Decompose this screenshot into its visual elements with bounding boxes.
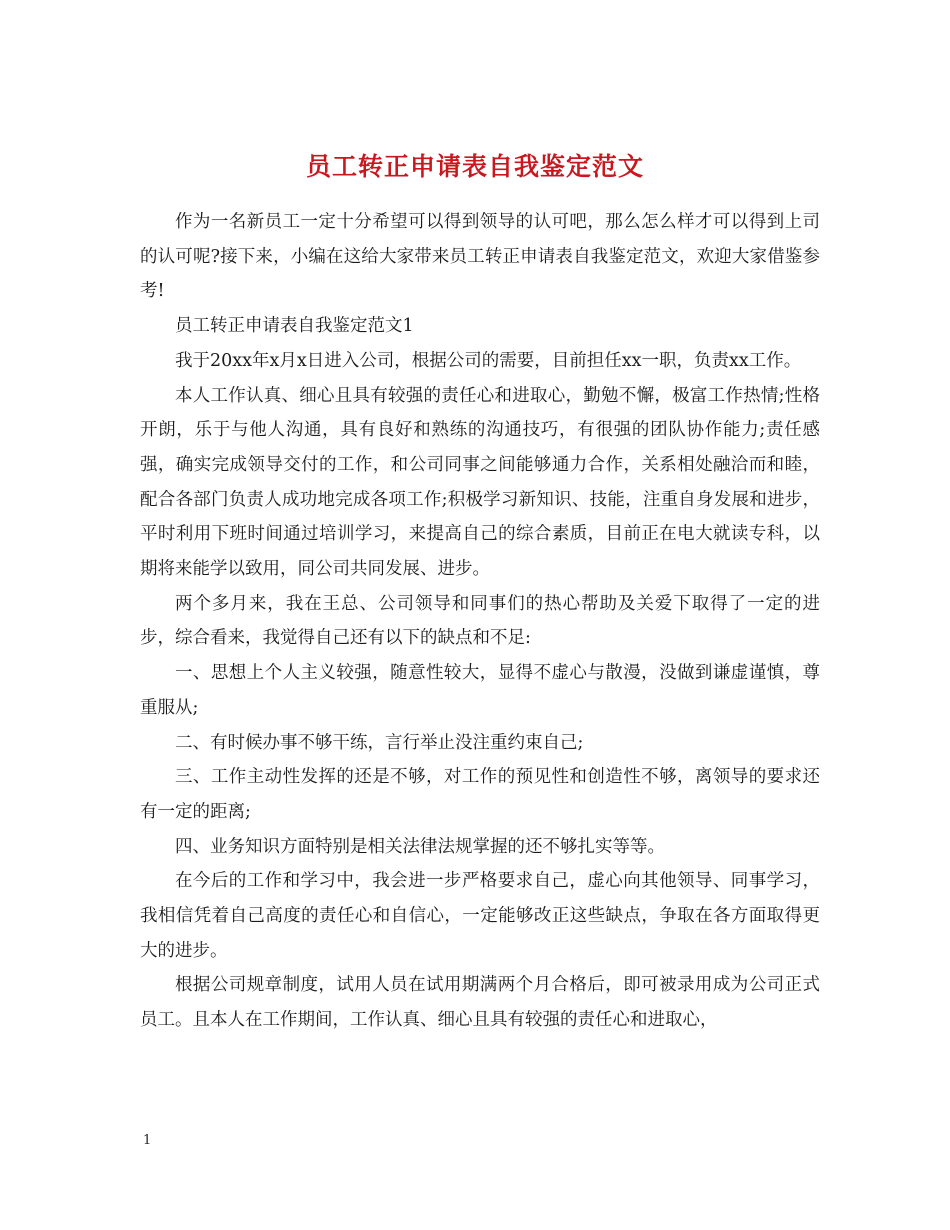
page-number: 1: [143, 1133, 152, 1148]
paragraph-shortcoming-2: 二、有时候办事不够干练，言行举止没注重约束自己;: [175, 732, 584, 753]
paragraph-start-date: 我于20xx年x月x日进入公司，根据公司的需要，目前担任xx一职，负责xx工作。: [175, 350, 802, 371]
paragraph-regulations: 根据公司规章制度，试用人员在试用期满两个月合格后，即可被录用成为公司正式员工。且本人在工作期间，工作认真、细心且具有较强的责任心和进取心，: [140, 975, 820, 1031]
paragraph-future-plan: 在今后的工作和学习中，我会进一步严格要求自己，虚心向其他领导、同事学习，我相信凭着自己高度的责任心和自信心，一定能够改正这些缺点，争取在各方面取得更大的进步。: [140, 871, 820, 961]
paragraph-shortcoming-3: 三、工作主动性发挥的还是不够，对工作的预见性和创造性不够，离领导的要求还有一定的距离;: [140, 767, 820, 822]
paragraph-intro: 作为一名新员工一定十分希望可以得到领导的认可吧，那么怎么样才可以得到上司的认可呢?接下来，小编在这给大家带来员工转正申请表自我鉴定范文，欢迎大家借鉴参考!: [140, 212, 820, 302]
paragraph-strengths: 本人工作认真、细心且具有较强的责任心和进取心，勤勉不懈，极富工作热情;性格开朗，乐于与他人沟通，具有良好和熟练的沟通技巧，有很强的团队协作能力;责任感强，确实完成领导交付的工作，和公司同事之间能够通力合作，关系相处融洽而和睦，配合各部门负责人成功地完成各项工作;积极学习新知识、技能，注重自身发展和进步，平时利用下班时间通过培训学习，来提高自己的综合素质，目前正在电大就读专科，以期将来能学以致用，同公司共同发展、进步。: [140, 385, 820, 580]
paragraph-shortcoming-1: 一、思想上个人主义较强，随意性较大，显得不虚心与散漫，没做到谦虚谨慎，尊重服从;: [140, 663, 820, 718]
paragraph-section-heading: 员工转正申请表自我鉴定范文1: [175, 316, 414, 337]
document-body: [140, 205, 820, 1038]
document-title: 员工转正申请表自我鉴定范文: [305, 151, 644, 181]
paragraph-shortcoming-4: 四、业务知识方面特别是相关法律法规掌握的还不够扎实等等。: [175, 836, 665, 857]
paragraph-progress: 两个多月来，我在王总、公司领导和同事们的热心帮助及关爱下取得了一定的进步，综合看来，我觉得自己还有以下的缺点和不足:: [140, 593, 820, 649]
